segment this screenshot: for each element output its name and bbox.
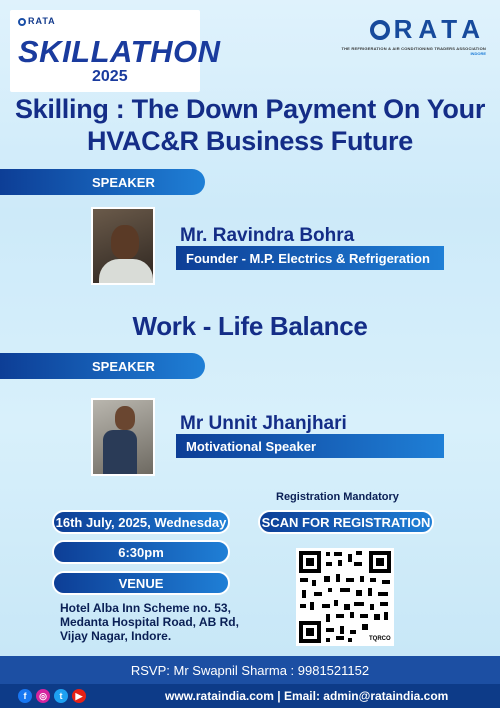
rata-small-logo: RATA: [18, 16, 56, 26]
rata-logo: [318, 14, 486, 54]
website-email-text[interactable]: www.rataindia.com | Email: admin@rataindia.com: [165, 689, 449, 703]
skillathon-title: SKILLATHON: [18, 34, 221, 69]
speaker1-photo: [91, 207, 155, 285]
twitter-icon[interactable]: t: [54, 689, 68, 703]
speaker1-name: Mr. Ravindra Bohra: [180, 225, 355, 246]
speaker2-photo: [91, 398, 155, 476]
venue-line1: Hotel Alba Inn Scheme no. 53,: [60, 601, 231, 615]
date-pill: 16th July, 2025, Wednesday: [52, 510, 230, 534]
rata-city: INDORE: [470, 51, 486, 56]
registration-mandatory: Registration Mandatory: [276, 491, 399, 503]
venue-line3: Vijay Nagar, Indore.: [60, 629, 172, 643]
skillathon-logo: [10, 10, 221, 92]
qr-pattern: [296, 548, 394, 646]
session2-title: Work - Life Balance: [132, 311, 368, 341]
contact-bar: [0, 684, 500, 708]
rata-ring-icon: [370, 20, 390, 40]
session1-title-line1: Skilling : The Down Payment On Your: [14, 94, 486, 124]
venue-pill: VENUE: [52, 571, 230, 595]
speaker-label-1: SPEAKER: [0, 169, 205, 195]
rata-logo-text: RATA: [318, 14, 486, 45]
venue-line2: Medanta Hospital Road, AB Rd,: [60, 615, 239, 629]
speaker-label-2: SPEAKER: [0, 353, 205, 379]
time-pill: 6:30pm: [52, 540, 230, 564]
session1-title-line2: HVAC&R Business Future: [87, 126, 413, 156]
scan-registration-pill[interactable]: SCAN FOR REGISTRATION: [258, 510, 434, 534]
speaker2-name: Mr Unnit Jhanjhari: [180, 413, 347, 434]
youtube-icon[interactable]: ▶: [72, 689, 86, 703]
instagram-icon[interactable]: ◎: [36, 689, 50, 703]
qr-caption: TQRCO: [369, 636, 391, 642]
venue-address: [60, 601, 239, 643]
speaker1-role: Founder - M.P. Electrics & Refrigeration: [176, 246, 444, 270]
facebook-icon[interactable]: f: [18, 689, 32, 703]
speaker2-role: Motivational Speaker: [176, 434, 444, 458]
registration-qr-code[interactable]: [296, 548, 394, 646]
rata-tagline: THE REFRIGERATION & AIR CONDITIONING TRADERS ASSOCIATION: [341, 46, 486, 51]
rsvp-bar: RSVP: Mr Swapnil Sharma : 9981521152: [0, 656, 500, 684]
skillathon-year: 2025: [92, 68, 128, 85]
